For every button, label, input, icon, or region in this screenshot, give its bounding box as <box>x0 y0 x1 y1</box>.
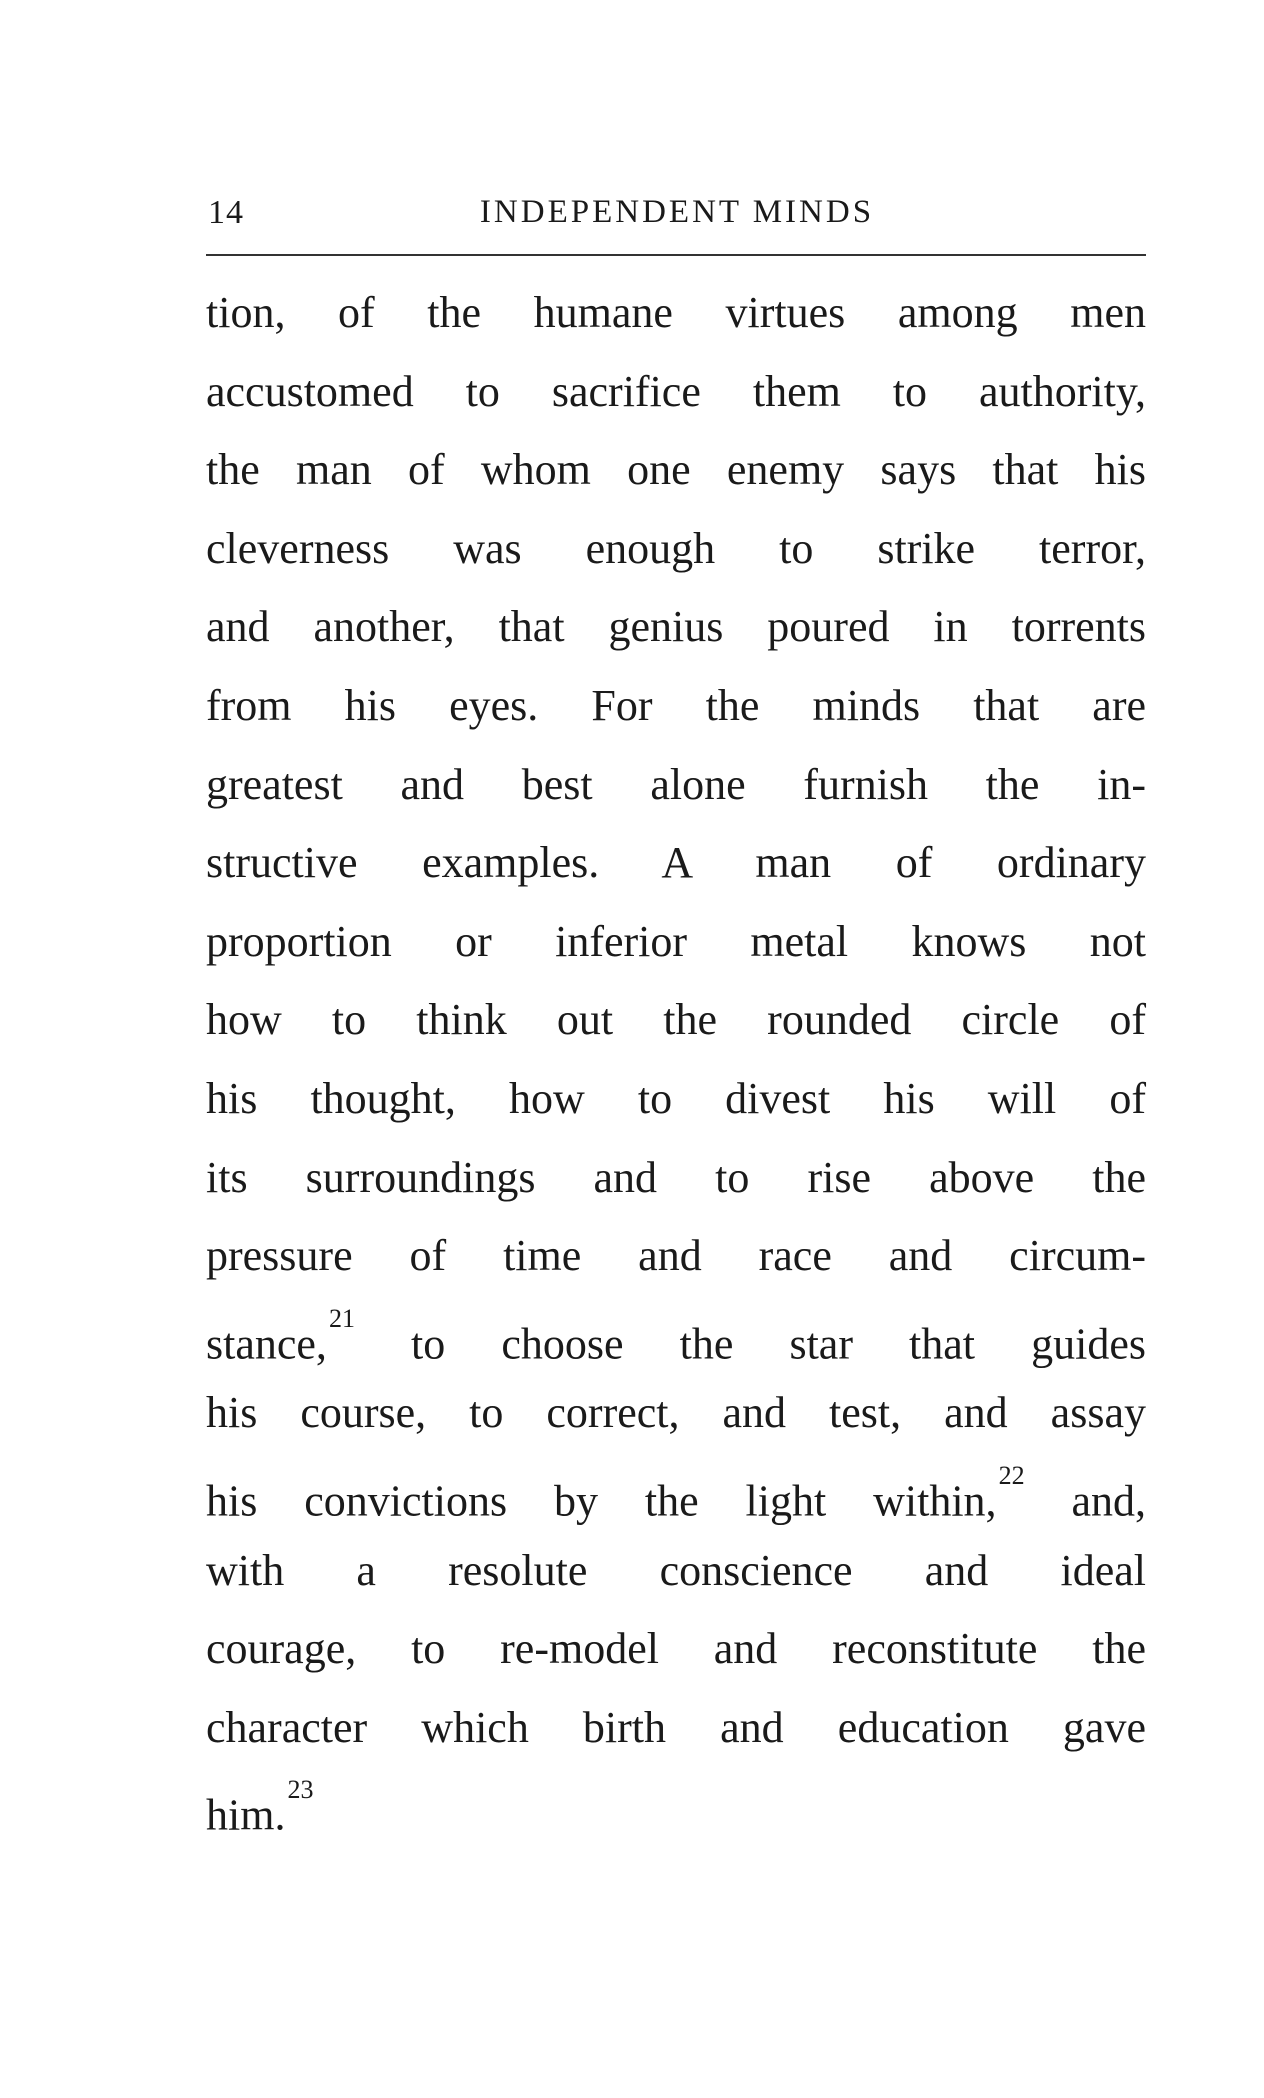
text-line: stance,$^{21}$ to choose the star that guides <box>206 1303 1146 1369</box>
text-line: greatest and best alone furnish the in- <box>206 759 1146 809</box>
body-text <box>206 274 1146 1846</box>
page-number: 14 <box>208 194 244 231</box>
running-head <box>208 194 1146 242</box>
footnote-ref-23: 23 <box>287 1775 314 1805</box>
text-line: tion, of the humane virtues among men <box>206 288 1146 337</box>
running-title: INDEPENDENT MINDS <box>479 194 875 230</box>
text-line: and another, that genius poured in torrents <box>206 602 1146 652</box>
text-line: his convictions by the light within,$^{22}$ and, <box>206 1460 1146 1526</box>
text-line: structive examples. A man of ordinary <box>206 838 1146 888</box>
text-line: from his eyes. For the minds that are <box>206 680 1146 730</box>
footnote-ref-21: 21 <box>328 1303 355 1333</box>
text-line: accustomed to sacrifice them to authority, <box>206 366 1146 416</box>
text-line: its surroundings and to rise above the <box>206 1152 1146 1202</box>
text-line: his thought, how to divest his will of <box>206 1073 1146 1123</box>
text-line: with a resolute conscience and ideal <box>206 1545 1146 1595</box>
text-line: character which birth and education gave <box>206 1702 1146 1752</box>
text-line: how to think out the rounded circle of <box>206 995 1146 1045</box>
text-line: the man of whom one enemy says that his <box>206 445 1146 495</box>
text-line: him.$^{23}$ <box>206 1775 314 1840</box>
text-line: his course, to correct, and test, and assay <box>206 1388 1146 1438</box>
footnote-ref-22: 22 <box>998 1460 1025 1490</box>
text-line: proportion or inferior metal knows not <box>206 916 1146 966</box>
text-line: cleverness was enough to strike terror, <box>206 523 1146 573</box>
text-line: courage, to re-model and reconstitute the <box>206 1624 1146 1674</box>
header-rule <box>206 254 1146 256</box>
text-line: pressure of time and race and circum- <box>206 1231 1146 1281</box>
